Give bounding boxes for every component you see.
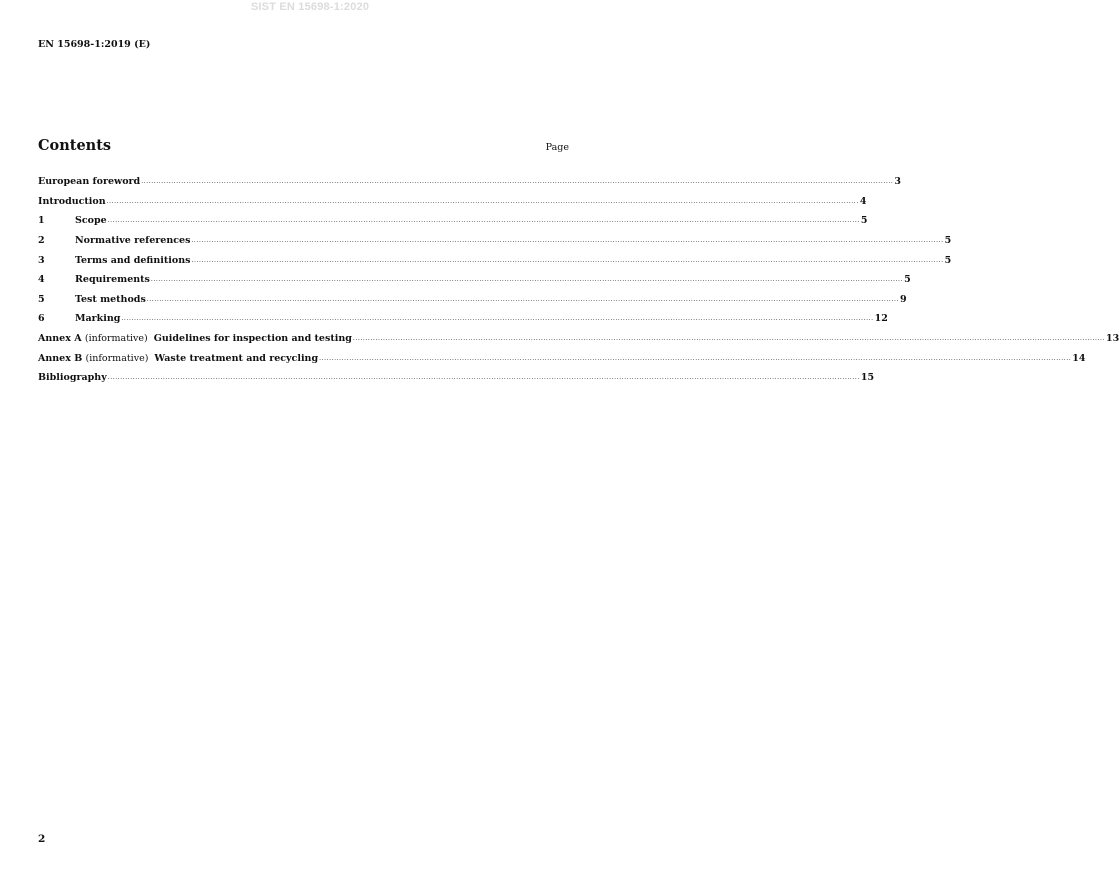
annex-label: Annex A	[38, 333, 82, 345]
toc-leader: ............................................................................................................................................................................................................................................................................................................	[146, 295, 899, 303]
annex-type: (informative)	[85, 352, 149, 364]
watermark: SIST EN 15698-1:2020	[250, 1, 370, 13]
page-number: 2	[38, 833, 46, 845]
toc-entry-page: 3	[894, 176, 901, 187]
table-of-contents	[38, 176, 1119, 392]
toc-entry-page: 5	[904, 274, 911, 286]
annex-label: Annex B	[38, 352, 83, 364]
page-column-label: Page	[545, 142, 569, 153]
toc-leader: ............................................................................................................................................................................................................................................................................................................	[107, 217, 860, 225]
toc-leader: ............................................................................................................................................................................................................................................................................................................	[121, 315, 874, 323]
toc-entry-terms-and-definitions[interactable]	[38, 254, 952, 275]
toc-leader: ............................................................................................................................................................................................................................................................................................................	[352, 335, 1106, 343]
toc-leader: ............................................................................................................................................................................................................................................................................................................	[319, 354, 1072, 362]
contents-title: Contents	[38, 137, 112, 154]
toc-entry-page: 9	[899, 293, 907, 305]
toc-entry-title: Marking	[75, 313, 121, 325]
toc-entry-annex-a[interactable]	[38, 333, 1119, 353]
toc-entry-title: Bibliography	[38, 372, 107, 384]
toc-entry-page: 5	[860, 215, 868, 227]
annex-title: Waste treatment and recycling	[154, 352, 319, 364]
toc-entry-annex-b[interactable]	[38, 352, 1086, 373]
toc-entry-title: Introduction	[38, 195, 106, 207]
toc-entry-page: 15	[860, 372, 875, 384]
toc-entry-title: Scope	[75, 215, 107, 227]
toc-entry-scope[interactable]	[38, 215, 868, 235]
toc-leader: ............................................................................................................................................................................................................................................................................................................	[191, 256, 944, 264]
toc-leader: ............................................................................................................................................................................................................................................................................................................	[106, 197, 859, 205]
toc-entry-introduction[interactable]	[38, 195, 867, 216]
toc-entry-title: Normative references	[75, 234, 191, 246]
toc-entry-page: 14	[1072, 352, 1086, 364]
toc-entry-requirements[interactable]	[38, 274, 911, 294]
document-id: EN 15698-1:2019 (E)	[38, 39, 151, 50]
toc-entry-number: 6	[38, 313, 45, 325]
toc-leader: ............................................................................................................................................................................................................................................................................................................	[107, 374, 860, 382]
toc-entry-number: 1	[38, 215, 45, 227]
toc-entry-foreword[interactable]	[38, 176, 901, 196]
toc-entry-number: 2	[38, 234, 45, 246]
toc-entry-title: Terms and definitions	[75, 254, 191, 266]
toc-entry-test-methods[interactable]	[38, 293, 907, 314]
toc-entry-title: Requirements	[75, 274, 150, 286]
toc-entry-number: 5	[38, 293, 45, 305]
toc-entry-marking[interactable]	[38, 313, 888, 333]
toc-entry-title	[38, 333, 352, 344]
toc-entry-bibliography[interactable]	[38, 372, 875, 392]
toc-entry-page: 5	[944, 254, 952, 266]
toc-entry-number: 4	[38, 274, 45, 286]
toc-leader: ............................................................................................................................................................................................................................................................................................................	[150, 276, 904, 284]
toc-entry-title: Test methods	[75, 293, 146, 305]
annex-type: (informative)	[84, 333, 148, 345]
toc-leader: ............................................................................................................................................................................................................................................................................................................	[141, 178, 894, 185]
toc-entry-normative-references[interactable]	[38, 234, 952, 255]
toc-entry-title: European foreword	[38, 176, 141, 187]
toc-entry-page: 4	[859, 195, 867, 207]
toc-entry-page: 5	[944, 234, 952, 246]
toc-entry-page: 12	[874, 313, 888, 325]
annex-title: Guidelines for inspection and testing	[153, 333, 352, 345]
toc-entry-title	[38, 353, 318, 364]
toc-entry-page: 13	[1106, 333, 1119, 345]
toc-leader: ............................................................................................................................................................................................................................................................................................................	[191, 236, 944, 244]
toc-entry-number: 3	[38, 254, 45, 266]
